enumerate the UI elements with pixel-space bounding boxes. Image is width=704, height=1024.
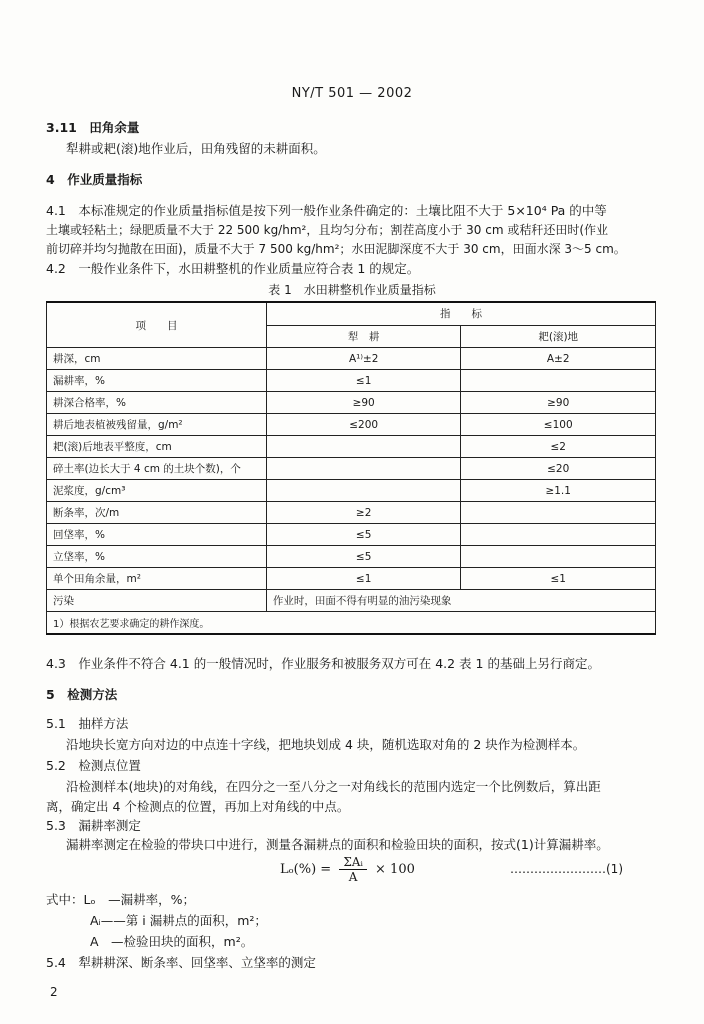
section-title: 作业质量指标 <box>67 172 143 187</box>
section-number: 5.2 <box>46 758 66 773</box>
table-cell-item: 耙(滚)后地表平整度，cm <box>47 436 267 458</box>
section-3-11-text: 犁耕或耙(滚)地作业后，田角残留的未耕面积。 <box>66 141 326 156</box>
col-header-index: 指 标 <box>266 302 655 325</box>
paragraph-text: 作业条件不符合 4.1 的一般情况时，作业服务和被服务双方可在 4.2 表 1 的基础上另行商定。 <box>78 656 600 671</box>
table-row <box>47 370 656 392</box>
section-number: 3.11 <box>46 120 77 135</box>
where-lead: 式中：Lₒ <box>46 892 96 907</box>
table-cell-item: 耕深，cm <box>47 348 267 370</box>
table-cell-rake <box>461 524 656 546</box>
table-row <box>47 480 656 502</box>
table-footnote: 1）根据农艺要求确定的耕作深度。 <box>47 612 656 635</box>
formula-fraction <box>339 855 367 884</box>
section-4-1-line2: 土壤或轻粘土；绿肥质量不大于 22 500 kg/hm²，且均匀分布；割茬高度小于 30 cm 或秸秆还田时(作业 <box>46 223 609 237</box>
formula-lhs: Lₒ(%) = <box>280 862 332 877</box>
section-5-2-line1: 沿检测样本(地块)的对角线，在四分之一至八分之一对角线长的范围内选定一个比例数后，算出距 <box>66 779 601 794</box>
section-5-heading <box>46 687 117 703</box>
table-cell-rake: ≤20 <box>461 458 656 480</box>
formula-rhs: × 100 <box>375 862 415 877</box>
table-row <box>47 458 656 480</box>
section-number: 5 <box>46 687 55 702</box>
table-cell-plow: A¹⁾±2 <box>266 348 461 370</box>
table-cell-item: 泥浆度，g/cm³ <box>47 480 267 502</box>
table-cell-plow: ≤5 <box>266 546 461 568</box>
section-title: 犁耕耕深、断条率、回垡率、立垡率的测定 <box>78 955 316 970</box>
table-row <box>47 392 656 414</box>
table-cell-rake: A±2 <box>461 348 656 370</box>
section-4-2 <box>46 261 419 277</box>
table-cell-plow <box>266 480 461 502</box>
table-cell-item: 耕后地表植被残留量，g/m² <box>47 414 267 436</box>
table-cell-item: 耕深合格率，% <box>47 392 267 414</box>
section-title: 检测方法 <box>67 687 118 702</box>
table-cell-rake: ≥1.1 <box>461 480 656 502</box>
section-number: 5.4 <box>46 955 66 970</box>
formula-1 <box>280 855 415 884</box>
formula-label: ……………………(1) <box>510 862 623 876</box>
where-def-1: —漏耕率，%； <box>108 892 196 907</box>
section-title: 检测点位置 <box>78 758 141 773</box>
col-header-rake: 耙(滚)地 <box>461 325 656 348</box>
table-row <box>47 546 656 568</box>
table-cell-item: 漏耕率，% <box>47 370 267 392</box>
table-cell-plow <box>266 458 461 480</box>
section-title: 漏耕率测定 <box>78 818 141 833</box>
table-cell-rake <box>461 546 656 568</box>
table-caption: 表 1 水田耕整机作业质量指标 <box>268 283 436 297</box>
table-cell-item: 单个田角余量，m² <box>47 568 267 590</box>
table-cell-rake: ≥90 <box>461 392 656 414</box>
pollution-text: 作业时，田面不得有明显的油污染现象 <box>266 590 655 612</box>
table-cell-item: 断条率，次/m <box>47 502 267 524</box>
paragraph-text: 一般作业条件下，水田耕整机的作业质量应符合表 1 的规定。 <box>78 261 420 276</box>
table-row <box>47 524 656 546</box>
section-5-4-heading <box>46 955 316 971</box>
where-line-1 <box>46 892 195 908</box>
section-title: 抽样方法 <box>78 716 129 731</box>
table-cell-rake: ≤2 <box>461 436 656 458</box>
paragraph-text: 本标准规定的作业质量指标值是按下列一般作业条件确定的：土壤比阻不大于 5×10⁴ Pa 的中等 <box>78 203 607 218</box>
section-5-3-heading <box>46 818 141 834</box>
section-4-3 <box>46 656 600 672</box>
section-title: 田角余量 <box>89 120 140 135</box>
table-cell-plow: ≤5 <box>266 524 461 546</box>
section-5-2-line2: 离，确定出 4 个检测点的位置，再加上对角线的中点。 <box>46 799 350 814</box>
section-5-1-heading <box>46 716 128 732</box>
table-row <box>47 436 656 458</box>
table-cell-item: 回垡率，% <box>47 524 267 546</box>
section-number: 4.3 <box>46 656 66 671</box>
table-cell-plow: ≤1 <box>266 370 461 392</box>
table-cell-rake <box>461 370 656 392</box>
section-number: 5.1 <box>46 716 66 731</box>
table-cell-plow <box>266 436 461 458</box>
formula-denominator: A <box>348 870 358 884</box>
section-5-1-text: 沿地块长宽方向对边的中点连十字线，把地块划成 4 块，随机选取对角的 2 块作为检测样本。 <box>66 737 586 752</box>
section-number: 4 <box>46 172 55 187</box>
table-cell-rake: ≤100 <box>461 414 656 436</box>
section-5-3-text: 漏耕率测定在检验的带块口中进行，测量各漏耕点的面积和检验田块的面积，按式(1)计算漏耕率。 <box>66 837 609 852</box>
table-row <box>47 502 656 524</box>
where-line-3: A —检验田块的面积，m²。 <box>90 934 254 949</box>
table-cell-rake: ≤1 <box>461 568 656 590</box>
section-number: 4.1 <box>46 203 66 218</box>
table-cell-plow: ≤200 <box>266 414 461 436</box>
table-row <box>47 348 656 370</box>
section-number: 4.2 <box>46 261 66 276</box>
section-number: 5.3 <box>46 818 66 833</box>
table-cell-rake <box>461 502 656 524</box>
table-cell-item: 立垡率，% <box>47 546 267 568</box>
table-cell-plow: ≤1 <box>266 568 461 590</box>
table-body <box>47 348 656 590</box>
where-line-2: Aᵢ——第 i 漏耕点的面积，m²； <box>90 913 267 928</box>
table-row <box>47 414 656 436</box>
table-cell-plow: ≥2 <box>266 502 461 524</box>
formula-numerator: ΣAᵢ <box>339 855 367 870</box>
table-row <box>47 568 656 590</box>
section-4-heading <box>46 172 142 188</box>
pollution-item: 污染 <box>47 590 267 612</box>
standard-header: NY/T 501 — 2002 <box>291 86 413 101</box>
quality-index-table <box>46 301 656 635</box>
col-header-plow: 犁 耕 <box>266 325 461 348</box>
section-4-1-line1 <box>46 203 607 219</box>
section-4-1-line3: 前切碎并均匀抛散在田面)，质量不大于 7 500 kg/hm²；水田泥脚深度不大于 30 cm，田面水深 3～5 cm。 <box>46 242 626 256</box>
section-3-11-heading <box>46 120 139 136</box>
table-cell-plow: ≥90 <box>266 392 461 414</box>
col-header-item: 项 目 <box>47 302 267 348</box>
page-number: 2 <box>50 985 58 999</box>
table-cell-item: 碎土率(边长大于 4 cm 的土块个数)，个 <box>47 458 267 480</box>
section-5-2-heading <box>46 758 141 774</box>
